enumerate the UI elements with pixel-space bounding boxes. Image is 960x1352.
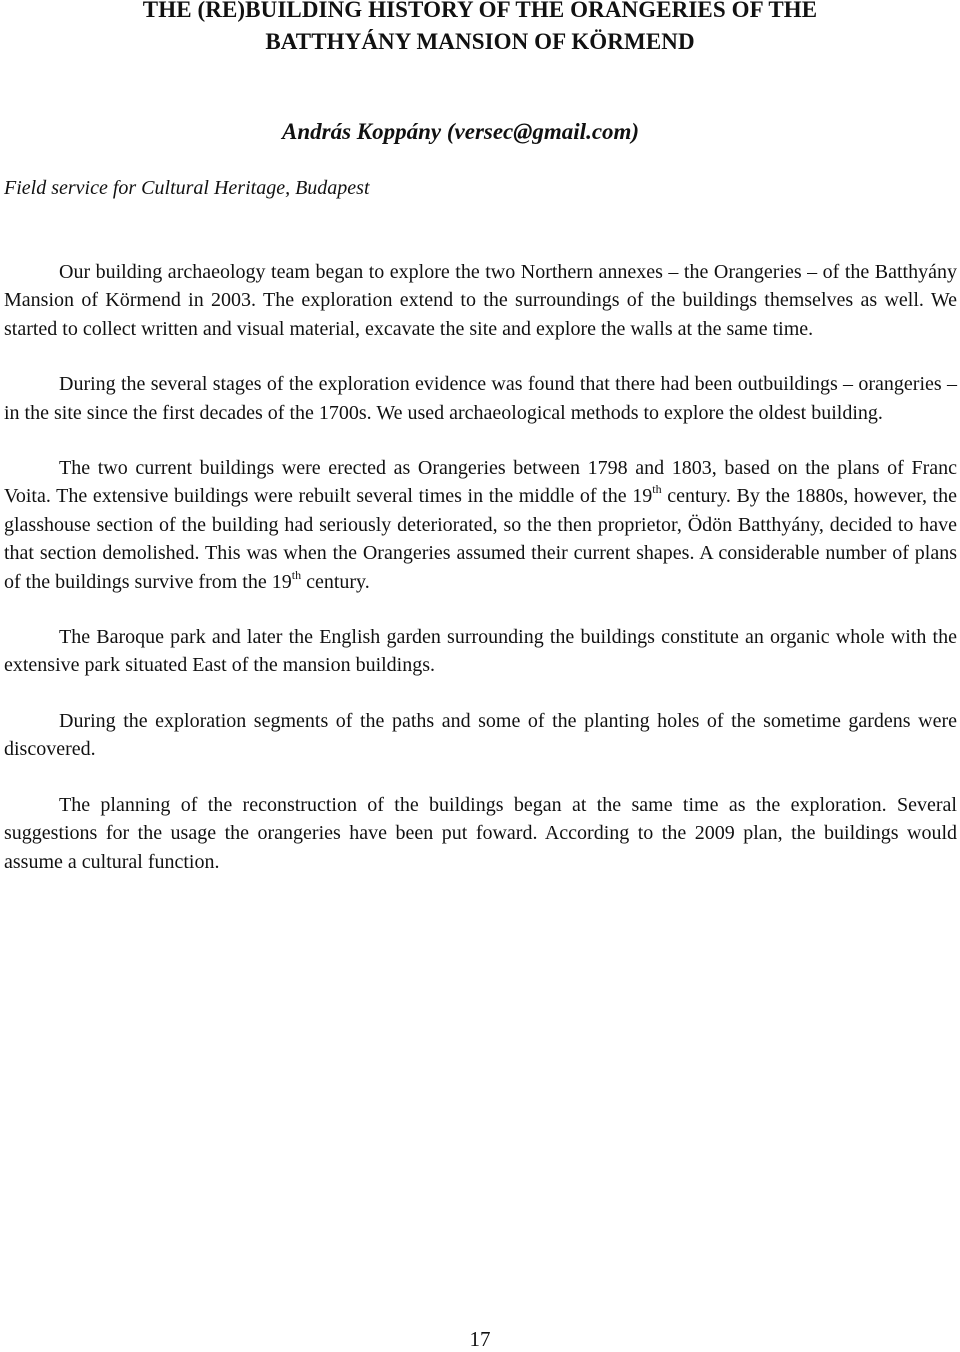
paragraph-1: Our building archaeology team began to explore the two Northern annexes – the Orangeries – of the Batthyány Mansion of Körmend in 2003. The exploration extend to the surroundings of the buildings themselves as well. We started to collect written and visual material, excavate the site and explore the walls at the same time. bbox=[4, 261, 957, 340]
paragraph-3-part-b: century. By the 1880s, however, the glasshouse section of the building had seriously deteriorated, so the then proprietor, Ödön Batthyány, decided to have that section demolished. This was when the Orangeries assumed their current shapes. A considerable number of plans of the buildings survive from the 19 bbox=[4, 485, 957, 593]
superscript-th: th bbox=[652, 482, 662, 497]
paragraph-5: During the exploration segments of the paths and some of the planting holes of the sometime gardens were discovered. bbox=[4, 709, 957, 761]
document-title bbox=[0, 0, 960, 58]
superscript-th: th bbox=[291, 567, 302, 582]
title-line-2: BATTHYÁNY MANSION OF KÖRMEND bbox=[265, 29, 695, 54]
paragraph-3 bbox=[4, 454, 957, 596]
body-text bbox=[4, 258, 957, 903]
paragraph-6: The planning of the reconstruction of the buildings began at the same time as the exploration. Several suggestions for the usage the orangeries have been put foward. According to the 2009 plan, the buildings would assume a cultural function. bbox=[4, 793, 957, 873]
affiliation-line: Field service for Cultural Heritage, Budapest bbox=[4, 177, 370, 199]
paragraph-3-part-c: century. bbox=[301, 570, 370, 593]
paragraph-3-part-a: The two current buildings were erected as Orangeries between 1798 and 1803, based on the plans of Franc Voita. The extensive buildings were rebuilt several times in the middle of the 19 bbox=[4, 457, 957, 508]
paragraph-2: During the several stages of the exploration evidence was found that there had been outbuildings – orangeries – in the site since the first decades of the 1700s. We used archaeological methods to explore the oldest building. bbox=[4, 373, 957, 424]
paragraph-4: The Baroque park and later the English garden surrounding the buildings constitute an organic whole with the extensive park situated East of the mansion buildings. bbox=[4, 626, 957, 677]
author-line: András Koppány (versec@gmail.com) bbox=[282, 119, 640, 144]
page-number: 17 bbox=[469, 1327, 491, 1351]
title-line-1: THE (RE)BUILDING HISTORY OF THE ORANGERIES OF THE bbox=[142, 0, 818, 22]
